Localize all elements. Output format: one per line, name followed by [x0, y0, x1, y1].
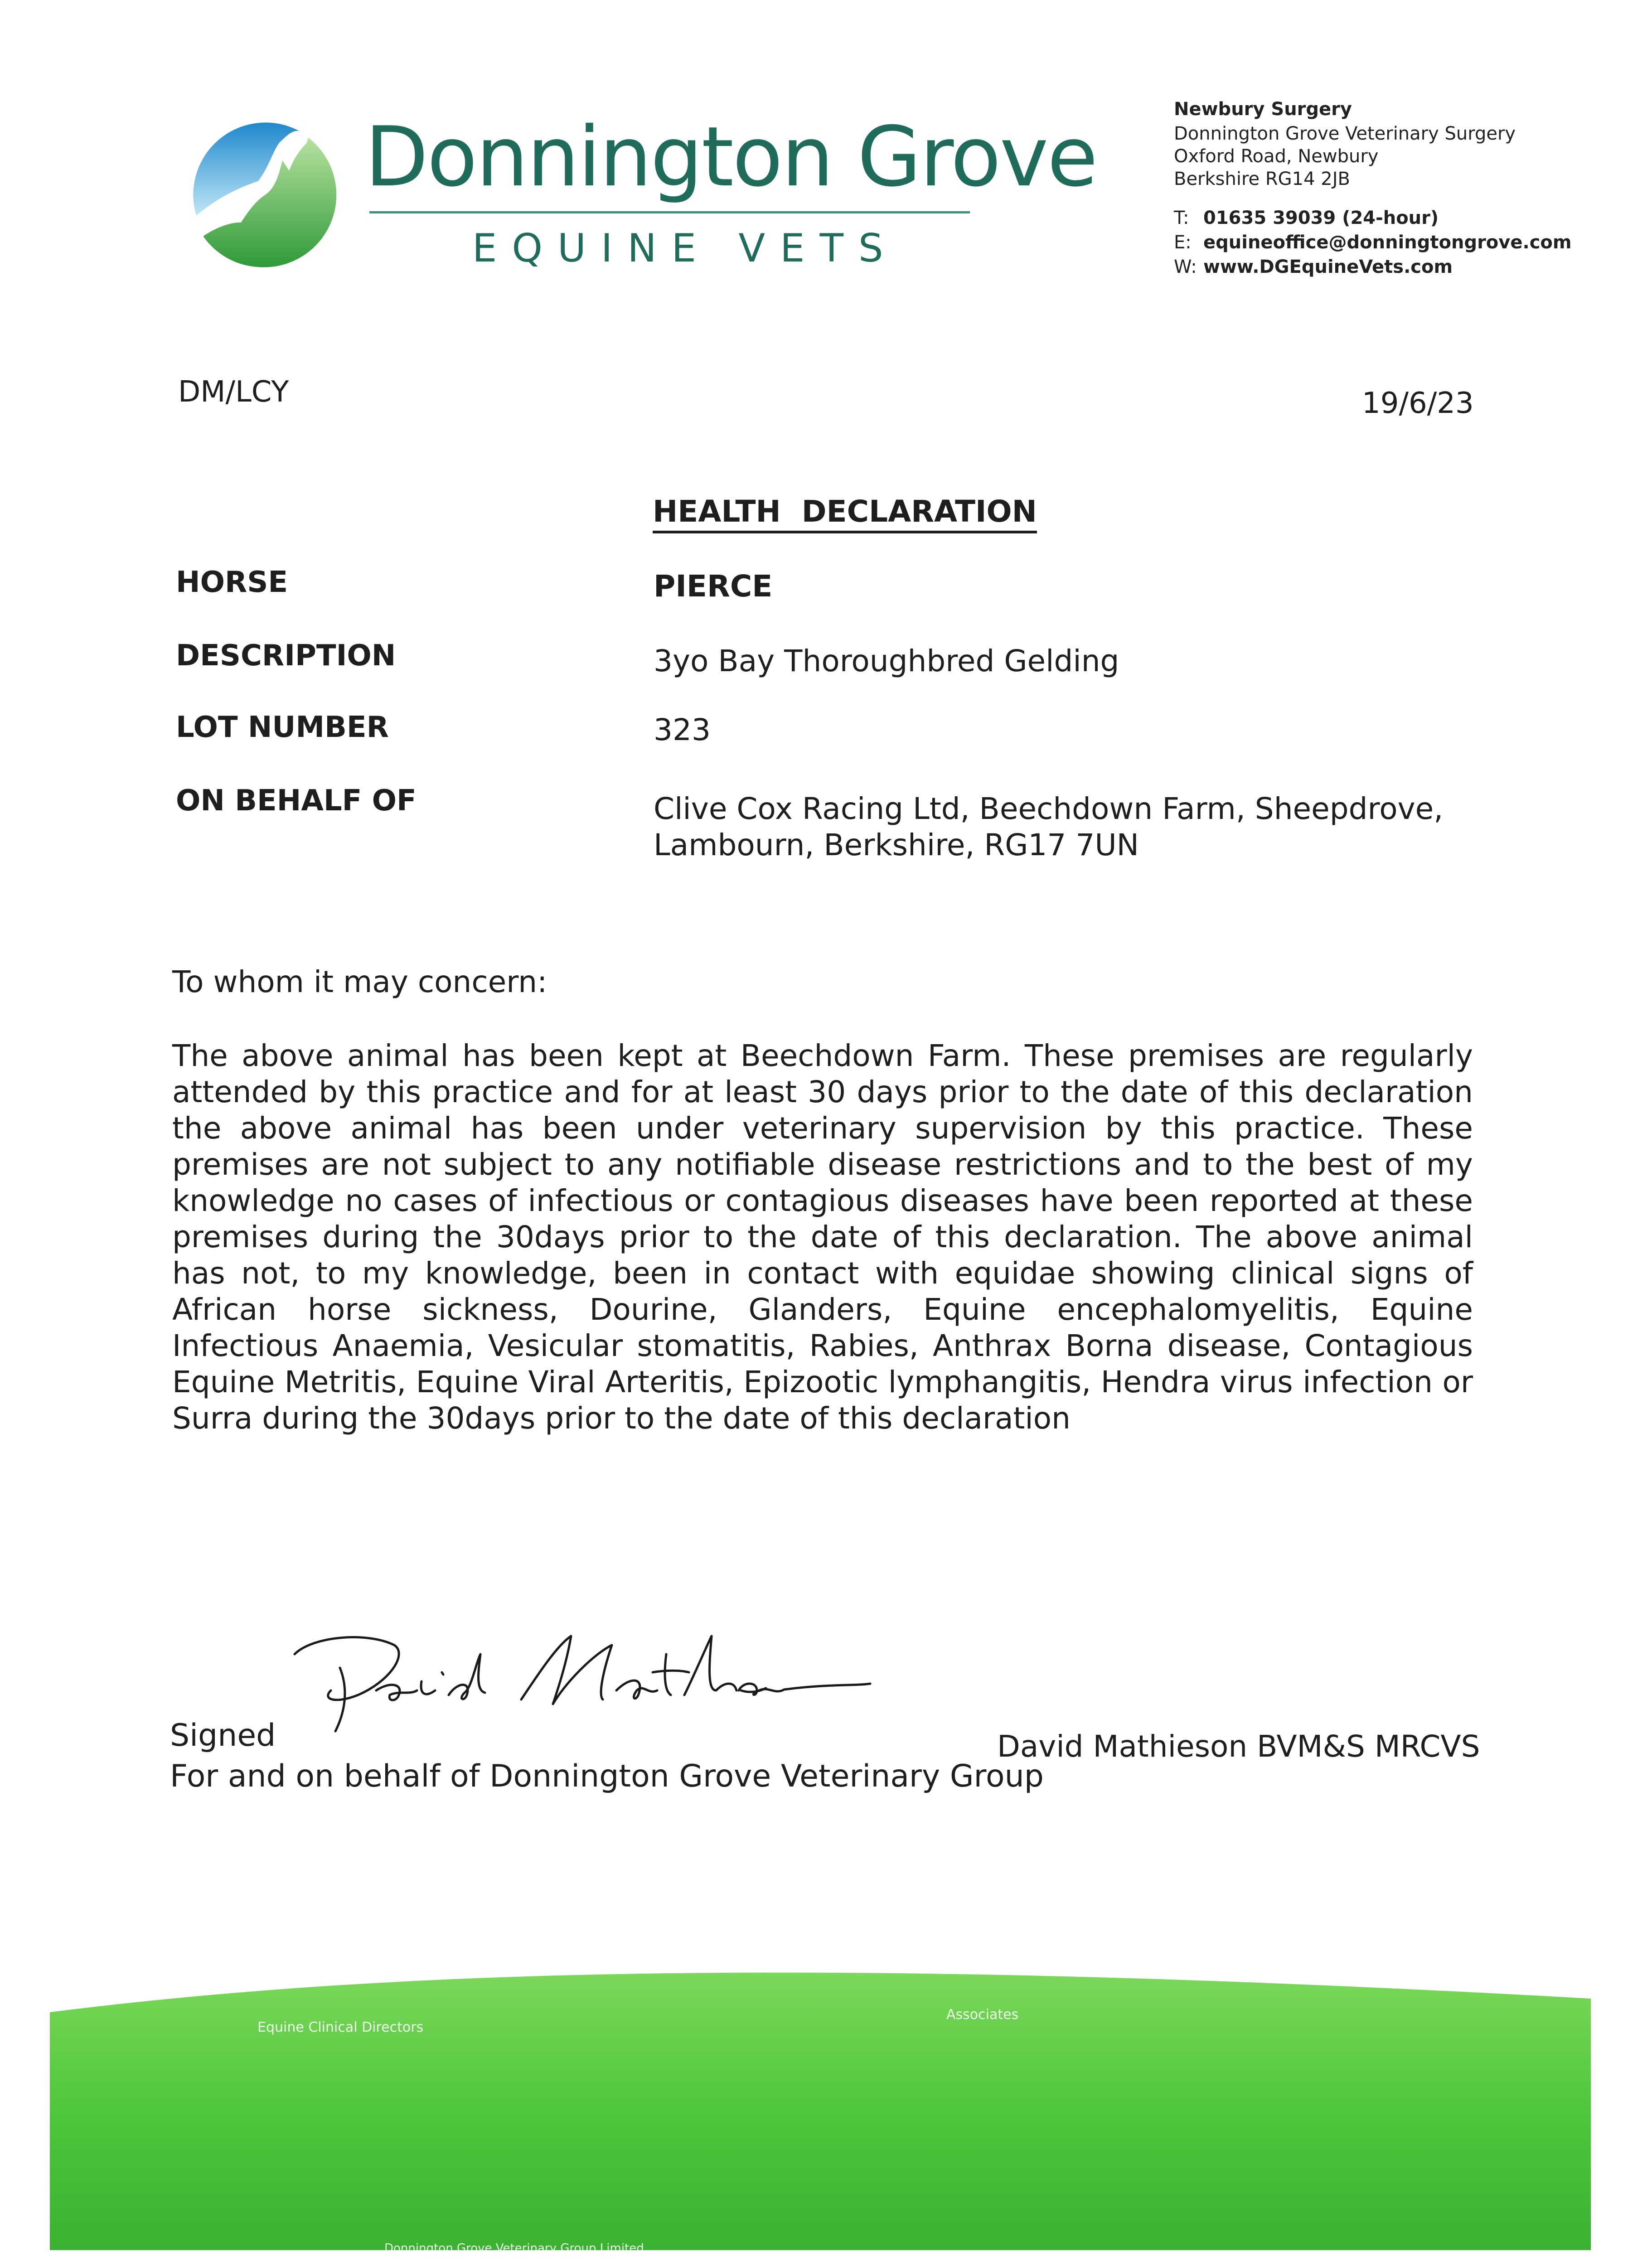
brand-subtitle: EQUINE VETS: [472, 226, 898, 271]
document-title: HEALTH DECLARATION: [653, 494, 1037, 533]
footer-directors-heading: Equine Clinical Directors: [257, 2019, 424, 2035]
behalf-line: For and on behalf of Donnington Grove Veterinary Group: [170, 1758, 1044, 1794]
description-label: DESCRIPTION: [176, 639, 396, 673]
on-behalf-of-label: ON BEHALF OF: [176, 784, 417, 818]
footer-associates-heading: Associates: [946, 2007, 1019, 2023]
contact-value[interactable]: equineoffice@donningtongrove.com: [1203, 232, 1572, 253]
surgery-title: Newbury Surgery: [1174, 99, 1352, 120]
declaration-paragraph: The above animal has been kept at Beechdown Farm. These premises are regularly attended by this practice and for at least 30 days prior to the date of this declaration the above animal has been under veterinary supervision by this practice. These premises are not subject to any notifiable disease restrictions and to the best of my knowledge no cases of infectious or contagious diseases have been reported at these premises during the 30days prior to the date of this declaration. The above animal has not, to my knowledge, been in contact with equidae showing clinical signs of African horse sickness, Dourine, Glanders, Equine encephalomyelitis, Equine Infectious Anaemia, Vesicular stomatitis, Rabies, Anthrax Borna disease, Contagious Equine Metritis, Equine Viral Arteritis, Epizootic lymphangitis, Hendra virus infection or Surra during the 30days prior to the date of this declaration: [172, 1038, 1473, 1436]
contact-key: W:: [1174, 257, 1197, 277]
letter-date: 19/6/23: [1362, 387, 1474, 420]
signed-label: Signed: [170, 1718, 276, 1753]
contact-value[interactable]: www.DGEquineVets.com: [1203, 257, 1453, 277]
reference: DM/LCY: [178, 375, 289, 409]
footer-company-line: Donnington Grove Veterinary Group Limited: [384, 2242, 644, 2255]
handwritten-signature: [286, 1627, 875, 1745]
description-value: 3yo Bay Thoroughbred Gelding: [654, 644, 1119, 678]
donnington-grove-logo: [179, 109, 351, 281]
address-line: Lambourn, Berkshire, RG17 7UN: [654, 828, 1139, 862]
lot-number-value: 323: [654, 712, 711, 747]
horse-value: PIERCE: [654, 569, 773, 604]
signer-name: David Mathieson BVM&S MRCVS: [997, 1729, 1480, 1764]
greeting: To whom it may concern:: [172, 964, 547, 999]
surgery-address-line: Berkshire RG14 2JB: [1174, 169, 1350, 189]
lot-number-label: LOT NUMBER: [176, 711, 389, 744]
contact-key: T:: [1174, 208, 1189, 228]
contact-key: E:: [1174, 232, 1192, 253]
contact-phone: [1174, 208, 1439, 228]
contact-value: 01635 39039 (24-hour): [1203, 208, 1439, 228]
contact-email[interactable]: [1174, 232, 1572, 253]
brand-divider: [369, 211, 970, 213]
brand-name: Donnington Grove: [365, 109, 1097, 205]
horse-label: HORSE: [176, 566, 288, 599]
contact-website[interactable]: [1174, 257, 1453, 277]
surgery-address-line: Oxford Road, Newbury: [1174, 146, 1379, 167]
address-line: Clive Cox Racing Ltd, Beechdown Farm, Sheepdrove,: [654, 791, 1444, 826]
footer-green-band: [0, 1949, 1652, 2266]
surgery-address-line: Donnington Grove Veterinary Surgery: [1174, 123, 1516, 144]
on-behalf-of-address: [654, 791, 1443, 863]
